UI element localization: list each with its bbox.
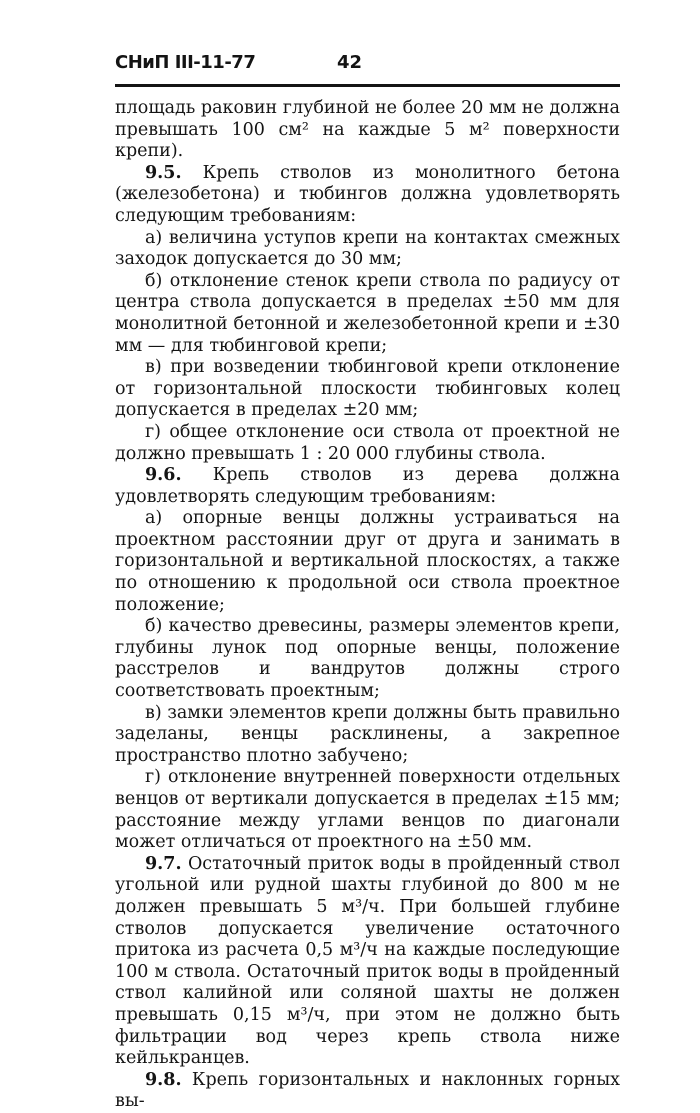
page-header: [115, 40, 620, 90]
paragraph-text: а) величина уступов крепи на контактах смежных заходок допускается до 30 мм;: [115, 227, 620, 270]
paragraph-text: в) при возведении тюбинговой крепи отклонение от горизонтальной плоскости тюбинговых колец допускается в пределах ±20 мм;: [115, 357, 620, 421]
paragraph-text: в) замки элементов крепи должны быть правильно заделаны, венцы расклинены, а закрепное пространство плотно забучено;: [115, 702, 620, 766]
paragraph: [115, 465, 620, 508]
paragraph-text: Крепь стволов из дерева должна удовлетворять следующим требованиям:: [115, 465, 620, 507]
paragraph: [115, 767, 620, 853]
clause-number: 9.8.: [145, 1069, 182, 1090]
paragraph: [115, 163, 620, 228]
paragraph: [115, 271, 620, 357]
paragraph: [115, 854, 620, 1070]
clause-number: 9.7.: [145, 853, 182, 874]
paragraph-text: Остаточный приток воды в пройденный ствол угольной или рудной шахты глубиной до 800 м не должен превышать 5 м³/ч. При большей глубине стволов допускается увеличение остаточного притока из расчета 0,5 м³/ч на каждые последующие 100 м ствола. Остаточный приток воды в пройденный ствол калийной или соляной шахты не должен превышать 0,15 м³/ч, при этом не должно быть фильтрации вод через крепь ствола ниже кейлькранцев.: [115, 853, 620, 1069]
paragraph-text: г) общее отклонение оси ствола от проектной не должно превышать 1 : 20 000 глубины ствола.: [115, 421, 620, 464]
paragraph-text: Крепь стволов из монолитного бетона (железобетона) и тюбингов должна удовлетворять следующим требованиям:: [115, 162, 620, 226]
paragraph: [115, 422, 620, 465]
page-number: 42: [337, 52, 363, 73]
paragraph: [115, 98, 620, 163]
paragraph-text: а) опорные венцы должны устраиваться на проектном расстоянии друг от друга и занимать в горизонтальной и вертикальной плоскостях, а также по отношению к продольной оси ствола проектное положение;: [115, 508, 620, 615]
paragraph: [115, 508, 620, 616]
header-divider: [115, 84, 620, 87]
paragraph: [115, 228, 620, 271]
paragraph-text: Крепь горизонтальных и наклонных горных вы-: [115, 1069, 620, 1112]
paragraph-text: б) качество древесины, размеры элементов крепи, глубины лунок под опорные венцы, положение расстрелов и вандрутов должны строго соответствовать проектным;: [115, 616, 620, 702]
paragraph: [115, 703, 620, 768]
clause-number: 9.5.: [145, 162, 182, 183]
paragraph: [115, 357, 620, 422]
document-body: [115, 98, 620, 1113]
paragraph: [115, 616, 620, 702]
paragraph-text: г) отклонение внутренней поверхности отдельных венцов от вертикали допускается в пределах ±15 мм; расстояние между углами венцов по диагонали может отличаться от проектного на ±50 мм.: [115, 767, 620, 853]
paragraph: [115, 1070, 620, 1113]
paragraph-text: площадь раковин глубиной не более 20 мм не должна превышать 100 см² на каждые 5 м² поверхности крепи).: [115, 98, 620, 162]
document-code: СНиП III-11-77: [115, 52, 256, 73]
clause-number: 9.6.: [145, 465, 182, 486]
paragraph-text: б) отклонение стенок крепи ствола по радиусу от центра ствола допускается в пределах ±50 мм для монолитной бетонной и железобетонной крепи и ±30 мм — для тюбинговой крепи;: [115, 270, 620, 356]
